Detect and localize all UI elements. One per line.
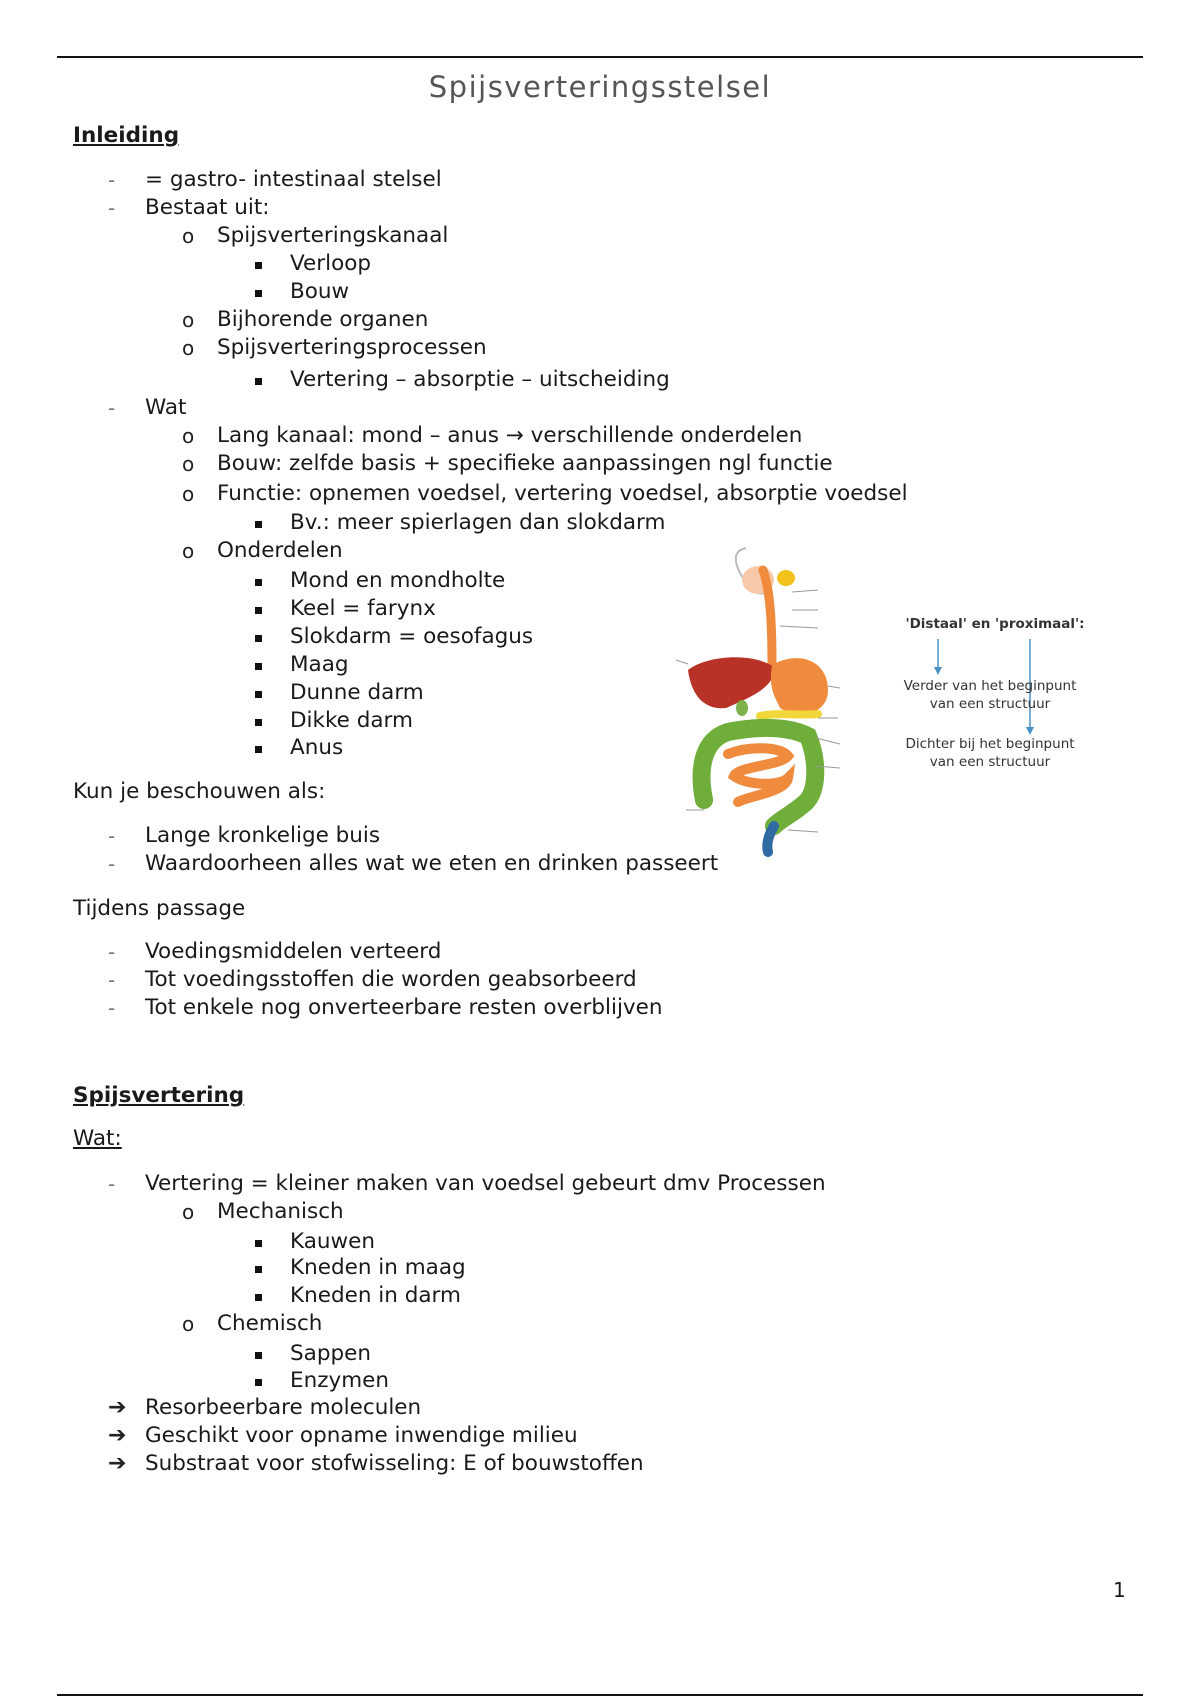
list-item: Vertering – absorptie – uitscheiding — [290, 367, 670, 392]
arrow-bullet-icon: ➔ — [108, 1423, 127, 1448]
list-item: Maag — [290, 652, 349, 677]
square-bullet — [255, 509, 262, 537]
square-bullet — [255, 734, 262, 762]
dash-bullet: - — [108, 940, 116, 964]
list-item: Substraat voor stofwisseling: E of bouwstoffen — [145, 1451, 644, 1476]
verder-label: Verder van het beginpunt van een structuur — [903, 678, 1077, 712]
digestive-system-illustration — [668, 540, 868, 860]
list-item: Mond en mondholte — [290, 568, 506, 593]
list-item: Verloop — [290, 251, 372, 276]
list-item: Lange kronkelige buis — [145, 823, 381, 848]
stomach-icon — [771, 658, 828, 714]
list-item: Waardoorheen alles wat we eten en drinken passeert — [145, 851, 719, 876]
list-item: Mechanisch — [217, 1199, 344, 1224]
dash-bullet: - — [108, 968, 116, 992]
circle-bullet: o — [182, 482, 195, 506]
list-item: Keel = farynx — [290, 596, 436, 621]
subheading-wat: Wat: — [73, 1126, 122, 1151]
dash-bullet: - — [108, 852, 116, 876]
paragraph-beschouwen: Kun je beschouwen als: — [73, 779, 326, 804]
list-item: Slokdarm = oesofagus — [290, 624, 534, 649]
salivary-gland-icon — [777, 570, 795, 586]
paragraph-passage: Tijdens passage — [73, 896, 246, 921]
page-title: Spijsverteringsstelsel — [428, 70, 772, 104]
arrow-bullet-icon: ➔ — [108, 1451, 127, 1476]
distaal-title: 'Distaal' en 'proximaal': — [905, 616, 1085, 632]
bottom-rule — [57, 1694, 1143, 1696]
list-item: Kauwen — [290, 1229, 375, 1254]
list-item: = gastro- intestinaal stelsel — [145, 167, 442, 192]
liver-icon — [688, 657, 776, 708]
list-item: Tot voedingsstoffen die worden geabsorbeerd — [145, 967, 637, 992]
list-item: Lang kanaal: mond – anus → verschillende onderdelen — [217, 423, 803, 448]
square-bullet — [255, 707, 262, 735]
list-item: Resorbeerbare moleculen — [145, 1395, 422, 1420]
dash-bullet: - — [108, 396, 116, 420]
small-intestine-icon — [728, 748, 788, 802]
list-item: Voedingsmiddelen verteerd — [145, 939, 442, 964]
list-item: Bouw — [290, 279, 350, 304]
arrow-bullet-icon: ➔ — [108, 1395, 127, 1420]
heading-spijsvertering: Spijsvertering — [73, 1083, 245, 1108]
circle-bullet: o — [182, 336, 195, 360]
dichter-label: Dichter bij het beginpunt van een structuur — [905, 736, 1075, 770]
square-bullet — [255, 1340, 262, 1368]
list-item: Wat — [145, 395, 187, 420]
circle-bullet: o — [182, 452, 195, 476]
circle-bullet: o — [182, 424, 195, 448]
square-bullet — [255, 1367, 262, 1395]
list-item: Geschikt voor opname inwendige milieu — [145, 1423, 578, 1448]
square-bullet — [255, 278, 262, 306]
top-rule — [57, 56, 1143, 58]
circle-bullet: o — [182, 1312, 195, 1336]
distaal-proximaal-diagram — [900, 615, 1090, 775]
list-item: Spijsverteringskanaal — [217, 223, 449, 248]
list-item: Tot enkele nog onverteerbare resten overblijven — [145, 995, 663, 1020]
square-bullet — [255, 567, 262, 595]
dash-bullet: - — [108, 996, 116, 1020]
square-bullet — [255, 1282, 262, 1310]
heading-inleiding: Inleiding — [73, 123, 180, 148]
square-bullet — [255, 250, 262, 278]
square-bullet — [255, 679, 262, 707]
list-item: Dikke darm — [290, 708, 413, 733]
list-item: Anus — [290, 735, 344, 760]
dash-bullet: - — [108, 824, 116, 848]
list-item: Dunne darm — [290, 680, 424, 705]
list-item: Onderdelen — [217, 538, 343, 563]
circle-bullet: o — [182, 539, 195, 563]
list-item: Kneden in darm — [290, 1283, 461, 1308]
list-item: Bijhorende organen — [217, 307, 429, 332]
circle-bullet: o — [182, 1200, 195, 1224]
circle-bullet: o — [182, 224, 195, 248]
square-bullet — [255, 623, 262, 651]
list-item: Bestaat uit: — [145, 195, 270, 220]
square-bullet — [255, 651, 262, 679]
dash-bullet: - — [108, 196, 116, 220]
list-item: Bv.: meer spierlagen dan slokdarm — [290, 510, 666, 535]
list-item: Sappen — [290, 1341, 371, 1366]
dash-bullet: - — [108, 168, 116, 192]
list-item: Bouw: zelfde basis + specifieke aanpassingen ngl functie — [217, 451, 833, 476]
square-bullet — [255, 595, 262, 623]
list-item: Kneden in maag — [290, 1255, 466, 1280]
list-item: Chemisch — [217, 1311, 323, 1336]
circle-bullet: o — [182, 308, 195, 332]
list-item: Spijsverteringsprocessen — [217, 335, 487, 360]
square-bullet — [255, 1254, 262, 1282]
square-bullet — [255, 366, 262, 394]
page-number: 1 — [1113, 1578, 1126, 1602]
large-intestine-icon — [702, 728, 816, 826]
list-item: Functie: opnemen voedsel, vertering voedsel, absorptie voedsel — [217, 481, 908, 506]
list-item: Enzymen — [290, 1368, 390, 1393]
dash-bullet: - — [108, 1172, 116, 1196]
list-item: Vertering = kleiner maken van voedsel gebeurt dmv Processen — [145, 1171, 826, 1196]
square-bullet — [255, 1228, 262, 1256]
